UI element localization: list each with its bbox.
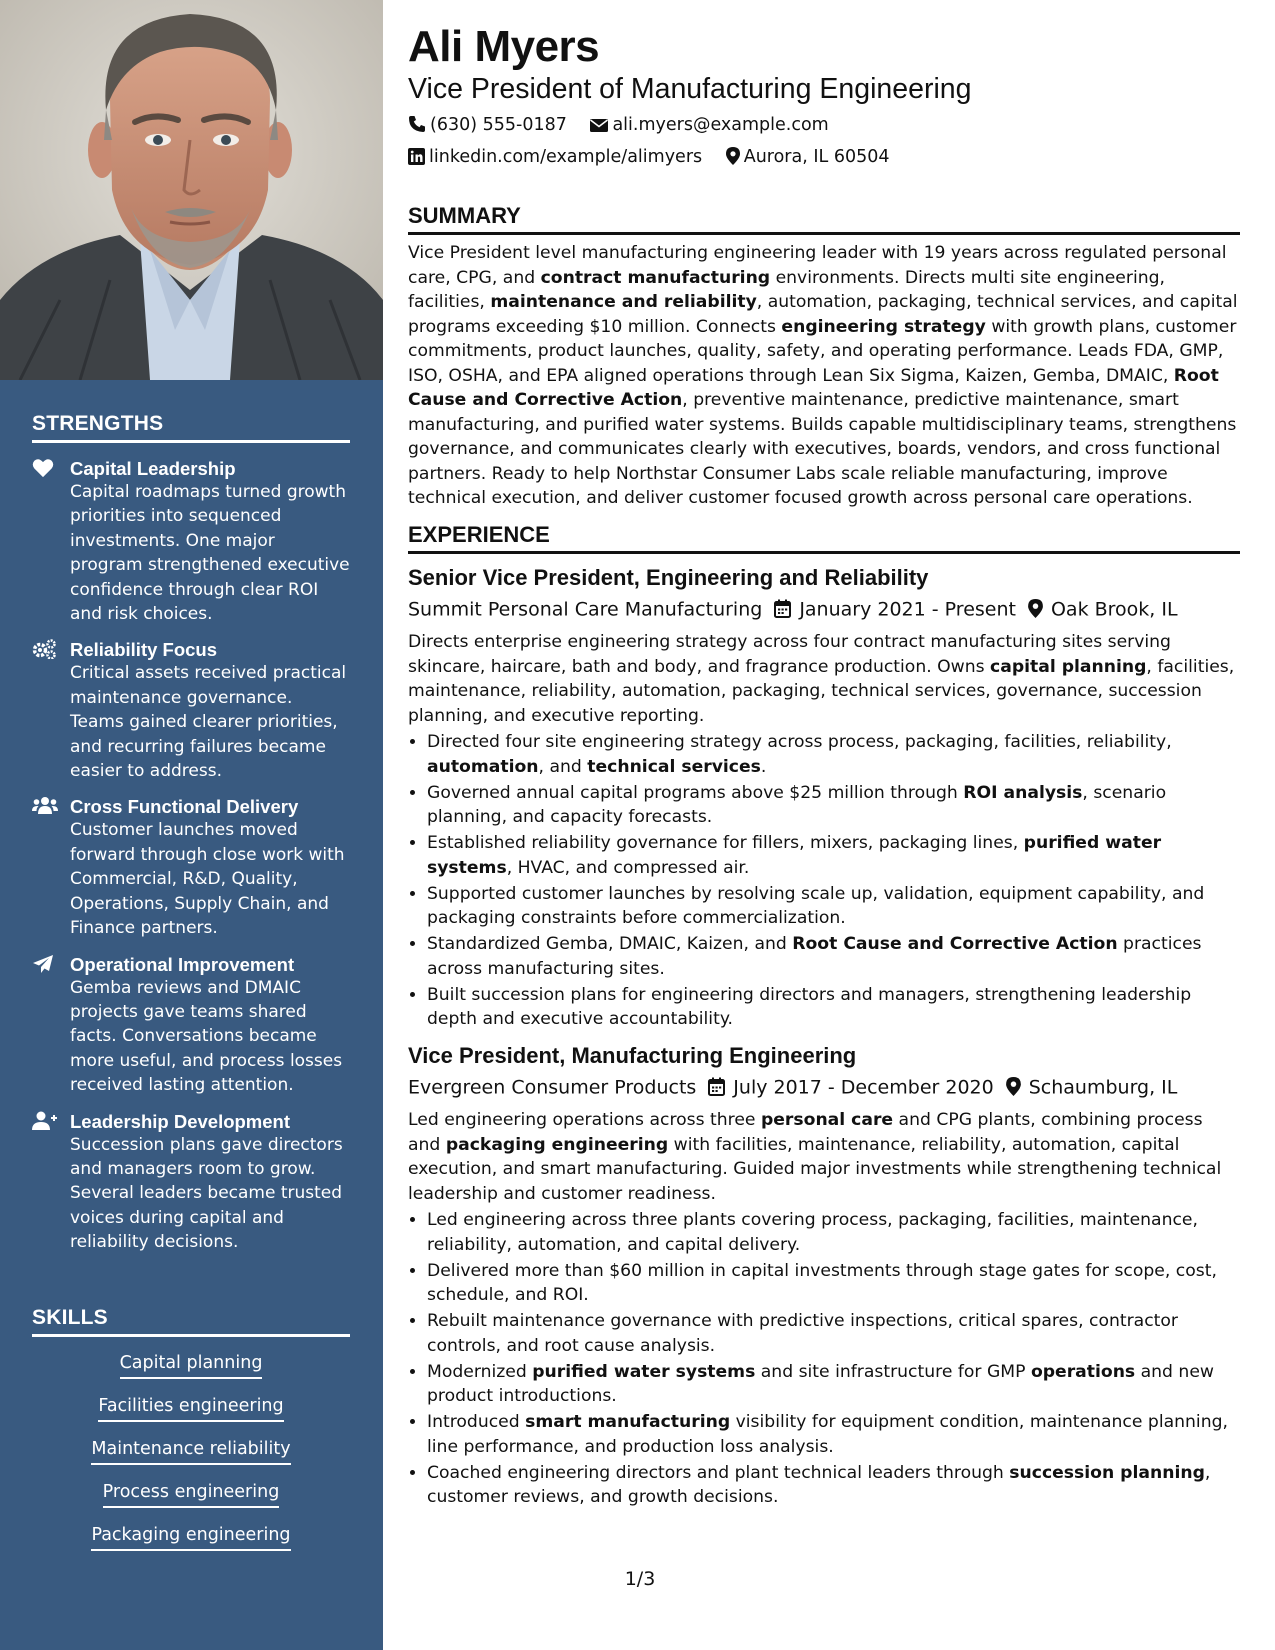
bold-keyword: ROI analysis [963,782,1083,803]
strength-title: Reliability Focus [70,639,218,661]
text-run: , customer reviews, and growth decisions. [427,1462,1211,1507]
job-list [408,564,1240,1510]
location-contact [726,142,890,172]
text-run: and CPG plants, combining process and [408,1110,1203,1155]
bold-keyword: automation [427,756,539,777]
strength-item [32,638,350,783]
achievement-item [427,983,1240,1032]
skill-item: Maintenance reliability [91,1437,290,1465]
strength-text: Succession plans gave directors and managers room to grow. Several leaders became trusted voices during capital and reliability decisions. [70,1134,343,1253]
job-entry [408,564,1240,1032]
achievement-item [427,932,1240,981]
skills-heading: SKILLS [32,1306,350,1337]
strength-item [32,1110,350,1255]
achievement-item [427,882,1240,931]
map-pin-icon [726,147,740,165]
strength-text: Gemba reviews and DMAIC projects gave teams shared facts. Conversations became more useful, and process losses received lasting attention. [70,977,343,1096]
achievement-item [427,1208,1240,1257]
job-location: Schaumburg, IL [1028,1076,1178,1098]
achievement-item [427,781,1240,830]
envelope-icon [590,117,608,133]
page-number: 1/3 [624,1568,656,1590]
strength-text: Critical assets received practical maintenance governance. Teams gained clearer priorities, and recurring failures became easier to address. [70,663,347,782]
text-run: Built succession plans for engineering directors and managers, strengthening leadership depth and executive accountability. [427,984,1192,1029]
skill-item: Capital planning [120,1351,263,1379]
users-icon [32,796,56,818]
calendar-icon [708,1077,725,1096]
strengths-section [32,412,350,1255]
text-run: Coached engineering directors and plant technical leaders through [427,1462,1010,1483]
text-run: Directed four site engineering strategy across process, packaging, facilities, reliability, [427,732,1172,752]
summary-section [408,202,1240,511]
linkedin-icon [408,148,425,165]
strength-title: Cross Functional Delivery [70,796,299,818]
bold-keyword: succession planning [1009,1462,1205,1483]
achievement-item [427,1461,1240,1510]
heart-icon [32,458,56,480]
linkedin-text: linkedin.com/example/alimyers [429,147,703,167]
achievement-list [408,730,1240,1032]
job-meta [408,1072,1240,1103]
paper-plane-icon [32,954,56,976]
text-run: . [760,756,767,777]
user-plus-icon [32,1111,56,1133]
job-location: Oak Brook, IL [1050,598,1178,620]
strength-item [32,953,350,1098]
summary-text [408,241,1240,511]
text-run: Directs enterprise engineering strategy across four contract manufacturing sites serving skincare, haircare, bath and body, and fragrance production. Owns [408,632,1171,677]
company-name: Evergreen Consumer Products [408,1076,697,1098]
bold-keyword: packaging engineering [445,1134,669,1155]
text-run: Rebuilt maintenance governance with predictive inspections, critical spares, contractor controls, and root cause analysis. [427,1311,1178,1356]
job-dates: January 2021 - Present [799,598,1016,620]
experience-heading: EXPERIENCE [408,521,1240,554]
phone-icon [408,115,426,133]
phone-contact[interactable] [408,110,567,140]
achievement-item [427,1259,1240,1308]
text-run: Led engineering across three plants covering process, packaging, facilities, maintenance, reliability, automation, and capital delivery. [427,1210,1198,1255]
text-run: environments. Directs multi site engineering, facilities, [408,267,1165,312]
achievement-list [408,1208,1240,1510]
bold-keyword: Root Cause and Corrective Action [408,365,1219,410]
phone-text: (630) 555-0187 [430,115,567,135]
strength-title: Leadership Development [70,1110,291,1132]
job-description [408,630,1240,728]
text-run: Introduced [427,1412,526,1432]
strength-item [32,457,350,626]
location-text: Aurora, IL 60504 [743,147,890,167]
contact-row [408,110,1240,140]
skills-section [32,1306,350,1566]
text-run: , HVAC, and compressed air. [506,857,750,878]
text-run: and new product introductions. [427,1361,1214,1406]
bold-keyword: maintenance and reliability [490,292,757,312]
job-meta [408,594,1240,625]
text-run: Led engineering operations across three [408,1110,761,1130]
bold-keyword: purified water systems [427,833,1162,878]
gears-icon [32,639,56,661]
strength-title: Operational Improvement [70,953,295,975]
bold-keyword: personal care [760,1110,894,1130]
text-run: Vice President level manufacturing engineering leader with 19 years across regulated personal care, CPG, and [408,243,1227,288]
job-title: Senior Vice President, Engineering and Reliability [408,564,929,590]
text-run: , facilities, maintenance, reliability, automation, packaging, technical services, governance, succession planning, and executive reporting. [408,656,1235,726]
contact-row [408,142,1240,172]
text-run: , scenario planning, and capacity forecasts. [427,782,1167,827]
job-dates: July 2017 - December 2020 [733,1076,994,1098]
achievement-item [427,831,1240,880]
strength-text: Customer launches moved forward through close work with Commercial, R&D, Quality, Operations, Supply Chain, and Finance partners. [70,820,345,939]
skill-item: Process engineering [103,1480,280,1508]
achievement-item [427,1410,1240,1459]
text-run: with facilities, maintenance, reliability, automation, capital execution, and smart manufacturing. Guided major investments while strengthening technical leadership and customer readiness. [408,1134,1222,1204]
achievement-item [427,730,1240,779]
bold-keyword: operations [1030,1361,1136,1382]
strengths-heading: STRENGTHS [32,412,350,443]
main-content [408,20,1240,1511]
text-run: Delivered more than $60 million in capital investments through stage gates for scope, cost, schedule, and ROI. [427,1260,1217,1305]
map-pin-icon [1028,599,1043,618]
company-name: Summit Personal Care Manufacturing [408,598,763,620]
text-run: , automation, packaging, technical services, and capital programs exceeding $10 million. Connects [408,292,1238,337]
email-contact[interactable] [590,110,828,140]
bold-keyword: technical services [587,756,761,777]
email-text: ali.myers@example.com [612,115,829,135]
text-run: Modernized [427,1361,533,1382]
job-title: Vice President, Manufacturing Engineering [408,1042,857,1068]
sidebar [0,0,383,1650]
text-run: Established reliability governance for fillers, mixers, packaging lines, [427,833,1024,853]
bold-keyword: purified water systems [532,1361,756,1382]
text-run: Standardized Gemba, DMAIC, Kaizen, and [427,934,793,954]
map-pin-icon [1006,1077,1021,1096]
strength-text: Capital roadmaps turned growth priorities into sequenced investments. One major program strengthened executive confidence through clear ROI and risk choices. [70,482,350,625]
bold-keyword: smart manufacturing [525,1412,731,1432]
job-entry [408,1042,1240,1510]
candidate-title: Vice President of Manufacturing Engineering [408,73,972,105]
bold-keyword: engineering strategy [781,316,986,337]
text-run: , preventive maintenance, predictive maintenance, smart manufacturing, and purified water systems. Builds capable multidisciplinary teams, strengthens governance, and communicates clearly with executives, boards, vendors, and cross functional partners. Ready to help Northstar Consumer Labs scale reliable manufacturing, improve technical execution, and deliver customer focused growth across personal care operations. [408,390,1237,508]
text-run: , and [538,756,588,777]
skill-item: Packaging engineering [91,1523,290,1551]
strength-item [32,795,350,940]
job-description [408,1108,1240,1206]
candidate-name: Ali Myers [408,22,600,71]
skills-list [32,1351,350,1566]
experience-section [408,521,1240,1510]
achievement-item [427,1360,1240,1409]
text-run: practices across manufacturing sites. [427,934,1202,979]
bold-keyword: Root Cause and Corrective Action [792,934,1118,954]
text-run: Governed annual capital programs above $25 million through [427,782,964,803]
bold-keyword: contract manufacturing [540,267,771,288]
text-run: Supported customer launches by resolving scale up, validation, equipment capability, and packaging constraints before commercialization. [427,883,1205,928]
text-run: visibility for equipment condition, maintenance planning, line performance, and production loss analysis. [427,1412,1228,1457]
text-run: and site infrastructure for GMP [755,1361,1031,1382]
profile-photo [0,0,383,380]
summary-heading: SUMMARY [408,202,1240,235]
bold-keyword: capital planning [990,656,1147,677]
strength-title: Capital Leadership [70,458,236,479]
text-run: with growth plans, customer commitments, product launches, quality, safety, and operating performance. Leads FDA, GMP, ISO, OSHA, and EPA aligned operations through Lean Six Sigma, Kaizen, Gemba, DMAIC, [408,316,1237,386]
linkedin-contact[interactable] [408,142,702,172]
calendar-icon [774,599,791,618]
skill-item: Facilities engineering [98,1394,283,1422]
achievement-item [427,1309,1240,1358]
